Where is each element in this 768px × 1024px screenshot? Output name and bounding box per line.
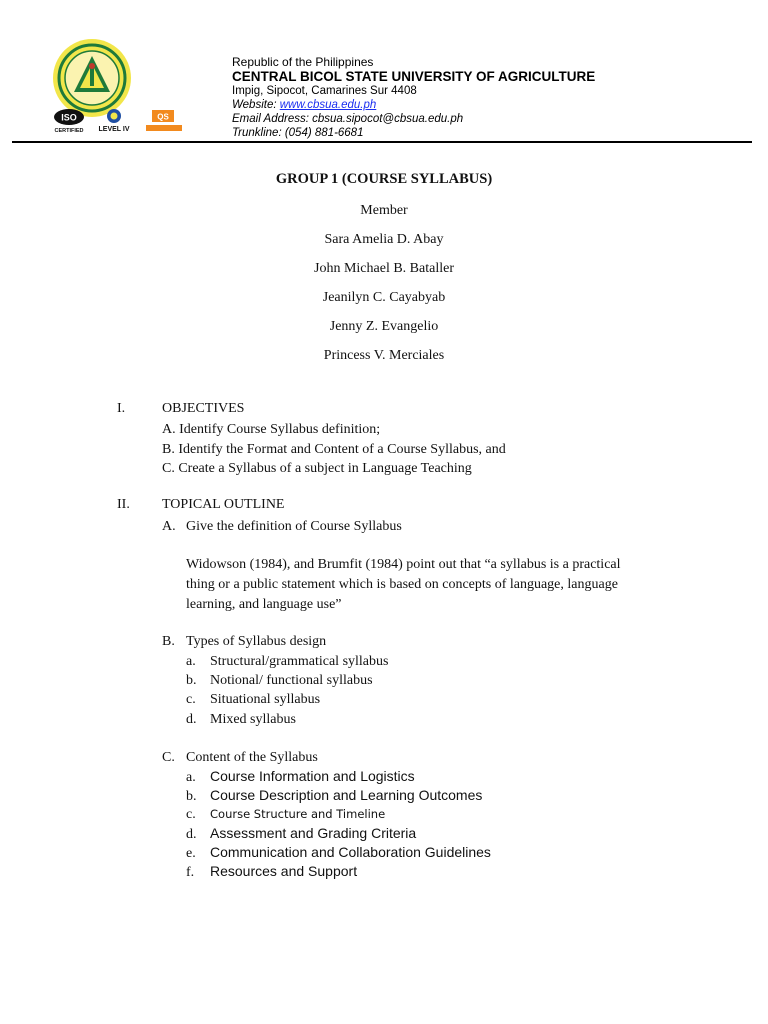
svg-text:ISO: ISO [61, 112, 77, 123]
list-item: e. Communication and Collaboration Guidelines [186, 844, 491, 861]
section-heading-topical-outline: TOPICAL OUTLINE [162, 497, 285, 512]
list-item: c. Situational syllabus [186, 692, 321, 707]
svg-text:QS: QS [157, 112, 169, 122]
list-item: b. Course Description and Learning Outcomes [186, 787, 483, 804]
email-line: Email Address: cbsua.sipocot@cbsua.edu.ph [232, 113, 464, 125]
list-item: d. Mixed syllabus [186, 712, 296, 727]
list-item: a. Structural/grammatical syllabus [186, 654, 389, 669]
objective-item: A. Identify Course Syllabus definition; [162, 422, 381, 437]
objective-item: C. Create a Syllabus of a subject in Language Teaching [162, 461, 472, 476]
member-label: Member [360, 203, 408, 218]
level-iv-accreditation-badge [94, 108, 134, 134]
outline-item-a: A. Give the definition of Course Syllabus [162, 519, 402, 534]
list-item: d. Assessment and Grading Criteria [186, 825, 417, 842]
member-name: Jeanilyn C. Cayabyab [322, 290, 446, 305]
title-block [0, 168, 768, 370]
website-link[interactable]: www.cbsua.edu.ph [279, 99, 377, 111]
outline-item-c: C. Content of the Syllabus [162, 750, 318, 765]
svg-text:LEVEL IV: LEVEL IV [98, 126, 130, 133]
member-name: John Michael B. Bataller [314, 261, 454, 276]
letterhead [0, 0, 768, 142]
trunkline-line: Trunkline: (054) 881-6681 [232, 127, 364, 139]
website-line: Website: www.cbsua.edu.ph [232, 99, 377, 111]
objective-item: B. Identify the Format and Content of a Course Syllabus, and [162, 442, 506, 457]
iso-certified-badge [52, 108, 86, 134]
section-number: I. [117, 401, 126, 416]
member-name: Sara Amelia D. Abay [324, 232, 444, 247]
section-heading-objectives: OBJECTIVES [162, 401, 245, 416]
university-seal-logo [52, 38, 132, 118]
qs-stars-badge [144, 108, 184, 134]
member-name: Princess V. Merciales [323, 348, 445, 363]
document-title: GROUP 1 (COURSE SYLLABUS) [275, 171, 493, 187]
svg-text:CERTIFIED: CERTIFIED [54, 128, 84, 134]
university-address: Impig, Sipocot, Camarines Sur 4408 [232, 85, 417, 97]
list-item: f. Resources and Support [186, 863, 358, 880]
outline-item-b: B. Types of Syllabus design [162, 634, 327, 649]
section-number: II. [117, 497, 130, 512]
university-name: CENTRAL BICOL STATE UNIVERSITY OF AGRICULTURE [232, 69, 596, 84]
header-divider [12, 141, 752, 143]
quote-line: Widowson (1984), and Brumfit (1984) point out that “a syllabus is a practical [186, 557, 621, 572]
list-item: c. Course Structure and Timeline [186, 807, 386, 822]
list-item: b. Notional/ functional syllabus [186, 673, 373, 688]
member-name: Jenny Z. Evangelio [329, 319, 439, 334]
quote-line: learning, and language use” [186, 597, 342, 612]
quote-line: thing or a public statement which is based on concepts of language, language [186, 577, 618, 592]
list-item: a. Course Information and Logistics [186, 768, 415, 785]
letterhead-text [232, 56, 595, 140]
republic-line: Republic of the Philippines [232, 55, 374, 69]
